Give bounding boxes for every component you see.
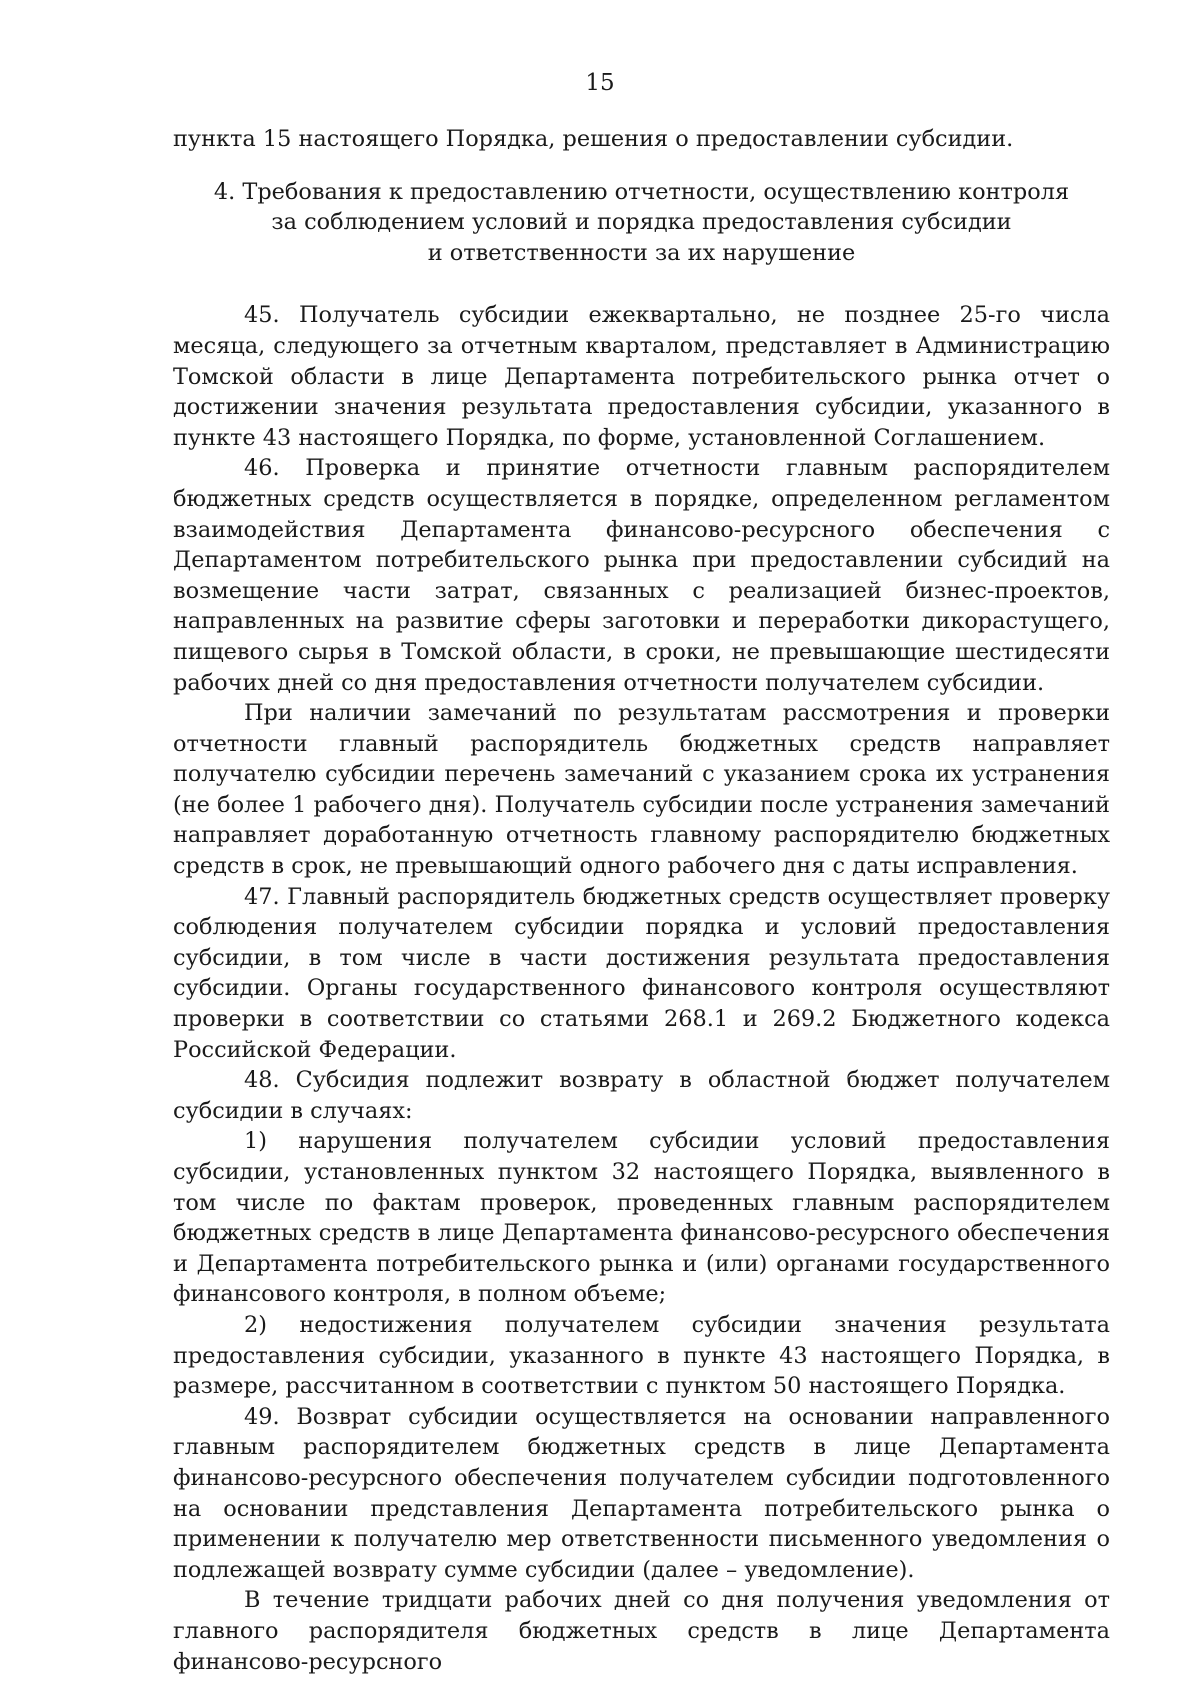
section-heading-line-3: и ответственности за их нарушение	[427, 239, 856, 266]
paragraph-45: 45. Получатель субсидии ежеквартально, не позднее 25-го числа месяца, следующего за отчетным кварталом, представляет в Администрацию Томской области в лице Департамента потребительского рынка отчет о достижении значения результата предоставления субсидии, указанного в пункте 43 настоящего Порядка, по форме, установленной Соглашением.	[173, 302, 1110, 451]
paragraph-46-remarks: При наличии замечаний по результатам рассмотрения и проверки отчетности главный распорядитель бюджетных средств направляет получателю субсидии перечень замечаний с указанием срока их устранения (не более 1 рабочего дня). Получатель субсидии после устранения замечаний направляет доработанную отчетность главному распорядителю бюджетных средств в срок, не превышающий одного рабочего дня с даты исправления.	[173, 700, 1110, 880]
paragraph-48: 48. Субсидия подлежит возврату в областной бюджет получателем субсидии в случаях:	[173, 1067, 1110, 1124]
intro-line: пункта 15 настоящего Порядка, решения о предоставлении субсидии.	[173, 126, 1014, 152]
paragraph-48-item-1: 1) нарушения получателем субсидии условий предоставления субсидии, установленных пунктом 32 настоящего Порядка, выявленного в том числе по фактам проверок, проведенных главным распорядителем бюджетных средств в лице Департамента финансово-ресурсного обеспечения и Департамента потребительского рынка и (или) органами государственного финансового контроля, в полном объеме;	[173, 1128, 1110, 1308]
section-heading-line-1: 4. Требования к предоставлению отчетности, осуществлению контроля	[213, 178, 1070, 205]
paragraph-49-continuation: В течение тридцати рабочих дней со дня получения уведомления от главного распорядителя бюджетных средств в лице Департамента финансово-ресурсного	[173, 1587, 1110, 1675]
paragraph-49: 49. Возврат субсидии осуществляется на основании направленного главным распорядителем бюджетных средств в лице Департамента финансово-ресурсного обеспечения получателем субсидии подготовленного на основании представления Департамента потребительского рынка о применении к получателю мер ответственности письменного уведомления о подлежащей возврату сумме субсидии (далее – уведомление).	[173, 1403, 1110, 1583]
paragraph-47: 47. Главный распорядитель бюджетных средств осуществляет проверку соблюдения получателем субсидии порядка и условий предоставления субсидии, в том числе в части достижения результата предоставления субсидии. Органы государственного финансового контроля осуществляют проверки в соответствии со статьями 268.1 и 269.2 Бюджетного кодекса Российской Федерации.	[173, 883, 1110, 1063]
paragraph-48-item-2: 2) недостижения получателем субсидии значения результата предоставления субсидии, указанного в пункте 43 настоящего Порядка, в размере, рассчитанном в соответствии с пунктом 50 настоящего Порядка.	[173, 1311, 1110, 1400]
document-body	[173, 124, 1110, 1677]
section-heading	[173, 177, 1110, 269]
section-heading-line-2: за соблюдением условий и порядка предоставления субсидии	[271, 209, 1012, 236]
page-number: 15	[585, 70, 615, 96]
paragraph-46: 46. Проверка и принятие отчетности главным распорядителем бюджетных средств осуществляется в порядке, определенном регламентом взаимодействия Департамента финансово-ресурсного обеспечения с Департаментом потребительского рынка при предоставлении субсидий на возмещение части затрат, связанных с реализацией бизнес-проектов, направленных на развитие сферы заготовки и переработки дикорастущего, пищевого сырья в Томской области, в сроки, не превышающие шестидесяти рабочих дней со дня предоставления отчетности получателем субсидии.	[173, 455, 1110, 696]
